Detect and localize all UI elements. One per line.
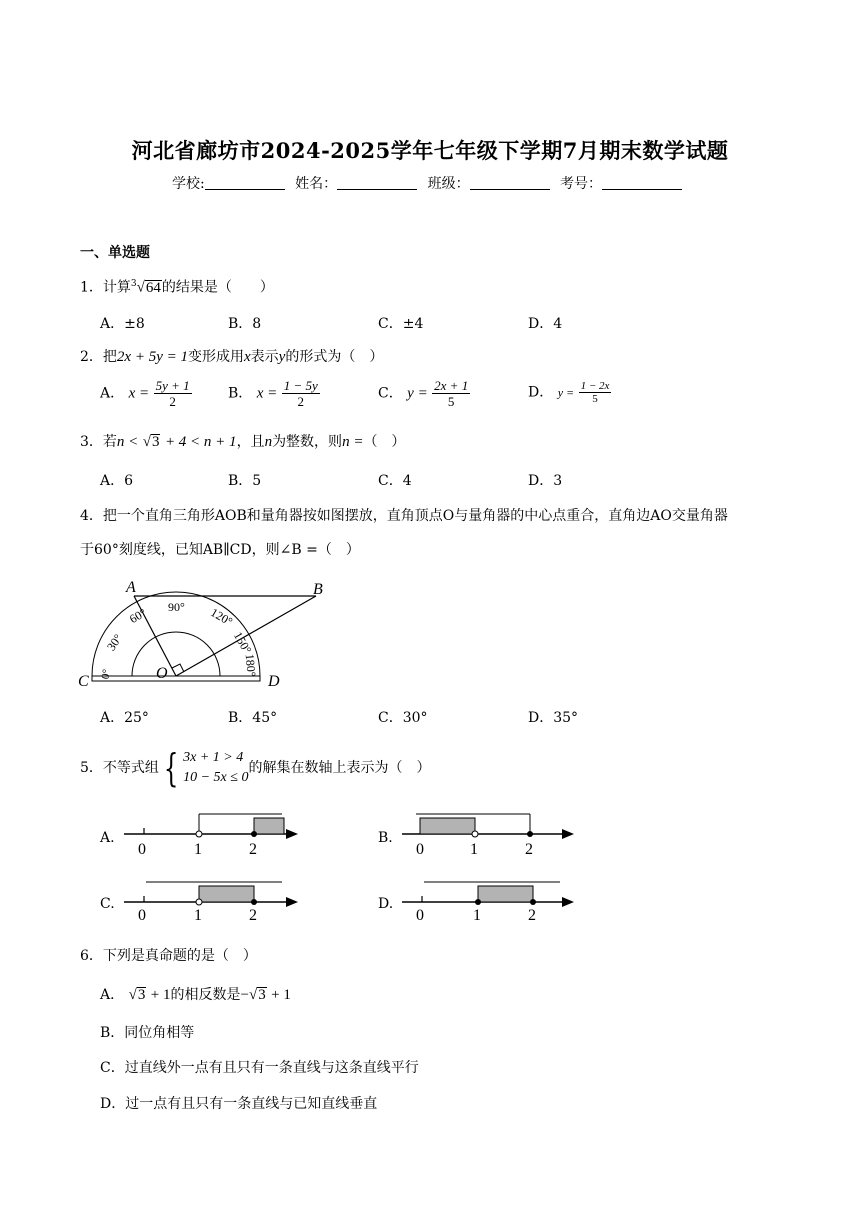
section-heading: 一、单选题 xyxy=(80,245,150,261)
q5-number: 5． xyxy=(80,760,103,776)
q5-option-d-letter[interactable]: D. xyxy=(378,896,394,912)
q4-number: 4． xyxy=(80,508,103,524)
expr-part: + 1 xyxy=(271,987,291,1003)
label-o: O xyxy=(156,665,168,682)
question-5 xyxy=(80,748,430,788)
tick-60: 60° xyxy=(127,605,149,627)
q3-answer-expr: n = xyxy=(342,434,364,450)
q2-mid1: 变形成用 xyxy=(187,349,244,365)
option-text: 的相反数是 xyxy=(170,987,241,1003)
protractor-base xyxy=(92,676,260,681)
radical-sign: √ xyxy=(136,279,145,296)
minus-sign: − xyxy=(240,987,249,1003)
q3-option-d[interactable]: D．3 xyxy=(528,473,563,489)
q2-option-c[interactable] xyxy=(378,378,470,409)
q6-number: 6． xyxy=(80,948,103,964)
q3-option-b[interactable]: B．5 xyxy=(228,473,262,489)
q2-pre: 把 xyxy=(102,349,117,365)
q5-post: 的解集在数轴上表示为（ ） xyxy=(248,760,431,776)
radicand: 3 xyxy=(137,987,146,1003)
question-2 xyxy=(80,347,383,367)
option-letter: D． xyxy=(528,384,554,401)
q5-option-a-letter[interactable]: A. xyxy=(100,830,115,846)
q2-option-b[interactable] xyxy=(228,378,320,409)
q3-mid: ，且 xyxy=(236,434,265,450)
tick-label-0: 0 xyxy=(416,841,424,858)
q1-option-b[interactable]: B．8 xyxy=(228,316,262,332)
q5-option-c-letter[interactable]: C. xyxy=(100,896,115,912)
q3-post: （ ） xyxy=(363,434,406,450)
exam-no-label: 考号： xyxy=(560,176,603,192)
q3-ineq-left: n < xyxy=(116,434,139,450)
name-blank xyxy=(337,175,417,190)
q3-mid2: 为整数，则 xyxy=(272,434,343,450)
fraction-numerator: 1 − 5y xyxy=(283,378,318,393)
tick-90: 90° xyxy=(168,600,185,614)
question-6 xyxy=(80,946,257,966)
q2-option-d[interactable] xyxy=(528,380,611,405)
option-lhs: y = xyxy=(407,385,428,402)
q1-post: 的结果是（ ） xyxy=(161,279,274,296)
tick-label-1: 1 xyxy=(194,907,202,924)
fraction-numerator: 5y + 1 xyxy=(155,378,190,393)
tick-180: 180° xyxy=(242,653,259,678)
option-letter: A． xyxy=(100,987,125,1003)
q5-pre: 不等式组 xyxy=(102,760,159,776)
q2-var-y: y xyxy=(278,349,286,365)
protractor-figure xyxy=(72,572,323,692)
tick-label-1: 1 xyxy=(473,907,481,924)
tick-label-2: 2 xyxy=(525,841,533,858)
fraction-numerator: 1 − 2x xyxy=(580,380,610,392)
q2-var-x: x xyxy=(243,349,251,365)
q5-option-a-numberline[interactable] xyxy=(122,806,302,858)
class-blank xyxy=(470,175,550,190)
q3-pre: 若 xyxy=(102,434,117,450)
q4-option-a[interactable]: A．25° xyxy=(100,710,149,726)
fraction-denominator: 5 xyxy=(447,394,455,409)
q5-option-b-numberline[interactable] xyxy=(400,806,580,858)
q6-option-c[interactable]: C．过直线外一点有且只有一条直线与这条直线平行 xyxy=(100,1060,419,1076)
radical-sign: √ xyxy=(248,987,258,1003)
inequality-2: 10 − 5x ≤ 0 xyxy=(183,770,249,785)
question-4-line2: 于60°刻度线，已知AB∥CD，则∠B =（ ） xyxy=(80,542,360,558)
class-label: 班级： xyxy=(427,176,470,192)
option-lhs: x = xyxy=(256,385,278,402)
q1-root-index: 3 xyxy=(130,279,137,289)
q3-var-n: n xyxy=(264,434,273,450)
q5-option-d-numberline[interactable] xyxy=(400,872,580,924)
page-title: 河北省廊坊市2024-2025学年七年级下学期7月期末数学试题 xyxy=(131,138,729,163)
inequality-1: 3x + 1 > 4 xyxy=(183,750,244,765)
tick-30: 30° xyxy=(103,631,126,654)
label-a: A xyxy=(126,579,136,596)
q4-option-b[interactable]: B．45° xyxy=(228,710,278,726)
q1-number: 1． xyxy=(80,279,103,296)
q3-ineq-right: + 4 < n + 1 xyxy=(164,434,237,450)
q4-option-d[interactable]: D．35° xyxy=(528,710,579,726)
question-1 xyxy=(80,274,274,298)
system-brace: { xyxy=(163,746,179,790)
name-label: 姓名： xyxy=(295,176,338,192)
q6-option-a[interactable] xyxy=(100,985,291,1005)
q2-post: 的形式为（ ） xyxy=(285,349,384,365)
tick-label-1: 1 xyxy=(470,841,478,858)
option-letter: A． xyxy=(100,385,125,402)
tick-label-1: 1 xyxy=(194,841,202,858)
q5-option-b-letter[interactable]: B. xyxy=(378,830,393,846)
school-blank xyxy=(205,175,285,190)
option-lhs: y = xyxy=(557,385,575,400)
tick-150: 150° xyxy=(230,629,255,657)
expr-part: + 1 xyxy=(150,987,171,1003)
tick-label-2: 2 xyxy=(528,907,536,924)
exam-no-blank xyxy=(602,175,682,190)
label-c: C xyxy=(78,673,89,690)
q2-mid2: 表示 xyxy=(250,349,279,365)
tick-0: 0° xyxy=(99,668,114,681)
tick-120: 120° xyxy=(208,605,236,629)
fraction-numerator: 2x + 1 xyxy=(434,378,469,393)
q6-option-d[interactable]: D．过一点有且只有一条直线与已知直线垂直 xyxy=(100,1096,378,1112)
label-d: D xyxy=(268,673,280,690)
radical-sign: √ xyxy=(128,987,137,1003)
q3-option-c[interactable]: C．4 xyxy=(378,473,412,489)
option-lhs: x = xyxy=(128,385,150,402)
student-info-line xyxy=(0,173,860,193)
q2-number: 2． xyxy=(80,349,103,365)
tick-label-2: 2 xyxy=(249,841,257,858)
question-3 xyxy=(80,432,405,452)
fraction-denominator: 2 xyxy=(169,394,176,409)
q2-option-a[interactable] xyxy=(100,378,192,409)
school-label: 学校: xyxy=(171,176,205,192)
q3-radicand: 3 xyxy=(151,434,160,450)
radicand: 3 xyxy=(258,987,266,1003)
q3-option-a[interactable]: A．6 xyxy=(100,473,134,489)
q1-pre: 计算 xyxy=(102,279,131,296)
q1-option-d[interactable]: D．4 xyxy=(528,316,563,332)
question-4 xyxy=(80,506,800,526)
tick-label-0: 0 xyxy=(138,841,146,858)
q6-stem: 下列是真命题的是（ ） xyxy=(102,948,257,964)
q5-option-c-numberline[interactable] xyxy=(122,872,302,924)
q1-radicand: 64 xyxy=(145,279,161,296)
tick-label-0: 0 xyxy=(138,907,146,924)
protractor-inner-arc xyxy=(132,632,220,676)
q4-line1: 把一个直角三角形AOB和量角器按如图摆放，直角顶点O与量角器的中心点重合，直角边AO交量角器 xyxy=(102,508,728,524)
q1-option-c[interactable]: C．±4 xyxy=(378,316,424,332)
radical-sign: √ xyxy=(142,434,151,450)
inequality-system xyxy=(183,748,248,788)
fraction-denominator: 5 xyxy=(592,393,598,405)
tick-label-0: 0 xyxy=(416,907,424,924)
option-letter: C． xyxy=(378,385,403,402)
option-letter: B． xyxy=(228,385,253,402)
q6-option-b[interactable]: B．同位角相等 xyxy=(100,1025,195,1041)
q4-option-c[interactable]: C．30° xyxy=(378,710,428,726)
q3-number: 3． xyxy=(80,434,103,450)
label-b: B xyxy=(313,581,323,598)
q1-option-a[interactable]: A．±8 xyxy=(100,316,145,332)
fraction-denominator: 2 xyxy=(297,394,304,409)
tick-label-2: 2 xyxy=(249,907,257,924)
q2-equation: 2x + 5y = 1 xyxy=(116,349,188,365)
